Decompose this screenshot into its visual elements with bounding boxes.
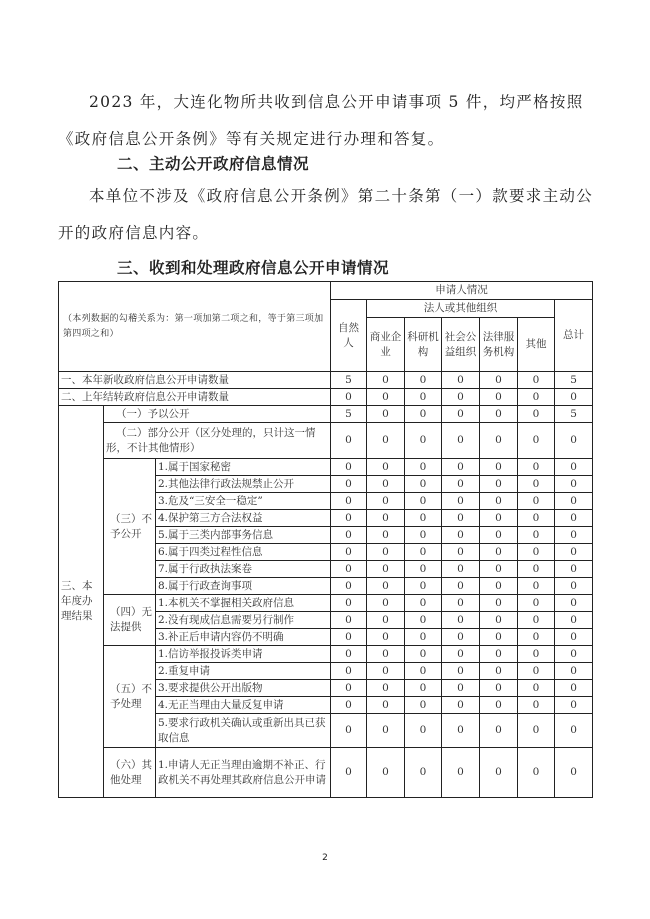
table-row (59, 459, 593, 476)
cell: 0 (555, 510, 593, 527)
cell: 0 (555, 697, 593, 714)
cell: 0 (518, 612, 555, 629)
cell: 0 (518, 493, 555, 510)
item-label: 2.其他法律行政法规禁止公开 (156, 476, 331, 493)
item-label: 4.保护第三方合法权益 (156, 510, 331, 527)
table-note: （本列数据的勾稽关系为：第一项加第二项之和，等于第三项加第四项之和） (59, 282, 331, 372)
group-label: （六）其他处理 (104, 748, 156, 798)
cell: 0 (367, 697, 405, 714)
cell: 0 (480, 561, 518, 578)
cell: 0 (367, 646, 405, 663)
header-natural-person: 自然人 (331, 300, 367, 372)
cell: 0 (367, 595, 405, 612)
info-disclosure-table (58, 281, 593, 798)
cell: 0 (518, 423, 555, 459)
cell: 0 (442, 663, 480, 680)
cell: 0 (480, 476, 518, 493)
cell: 0 (555, 714, 593, 748)
cell: 0 (442, 578, 480, 595)
header-commercial: 商业企业 (367, 318, 405, 372)
cell: 0 (480, 748, 518, 798)
cell: 0 (480, 423, 518, 459)
cell: 0 (555, 561, 593, 578)
header-research: 科研机构 (405, 318, 442, 372)
cell: 0 (480, 663, 518, 680)
section3-label: 三、本年度办理结果 (59, 406, 104, 798)
cell: 0 (331, 561, 367, 578)
cell: 0 (555, 612, 593, 629)
cell: 0 (555, 493, 593, 510)
header-total: 总计 (555, 300, 593, 372)
item-label: 3.要求提供公开出版物 (156, 680, 331, 697)
item-label: 2.重复申请 (156, 663, 331, 680)
cell: 0 (518, 389, 555, 406)
cell: 0 (405, 372, 442, 389)
cell: 0 (518, 406, 555, 423)
section2-paragraph: 本单位不涉及《政府信息公开条例》第二十条第（一）款要求主动公开的政府信息内容。 (58, 187, 594, 242)
cell: 0 (518, 697, 555, 714)
cell: 0 (367, 714, 405, 748)
cell: 0 (555, 646, 593, 663)
group-label: （五）不予处理 (104, 646, 156, 748)
header-legal-org: 法人或其他组织 (367, 300, 555, 318)
cell: 0 (555, 527, 593, 544)
item-label: 2.没有现成信息需要另行制作 (156, 612, 331, 629)
cell: 0 (367, 476, 405, 493)
header-social: 社会公益组织 (442, 318, 480, 372)
cell: 0 (442, 476, 480, 493)
cell: 0 (405, 578, 442, 595)
cell: 0 (480, 459, 518, 476)
cell: 0 (331, 748, 367, 798)
table-row (59, 406, 593, 423)
cell: 0 (331, 595, 367, 612)
cell: 0 (442, 629, 480, 646)
cell: 0 (442, 680, 480, 697)
cell: 0 (518, 544, 555, 561)
cell: 0 (331, 527, 367, 544)
cell: 0 (442, 423, 480, 459)
cell: 0 (405, 714, 442, 748)
cell: 0 (518, 510, 555, 527)
cell: 0 (480, 680, 518, 697)
cell: 5 (331, 372, 367, 389)
cell: 0 (442, 510, 480, 527)
cell: 0 (442, 697, 480, 714)
cell: 0 (367, 493, 405, 510)
cell: 0 (367, 578, 405, 595)
cell: 0 (518, 629, 555, 646)
cell: 0 (405, 646, 442, 663)
cell: 0 (518, 663, 555, 680)
cell: 0 (405, 748, 442, 798)
cell: 0 (405, 680, 442, 697)
table-row (59, 389, 593, 406)
cell: 0 (405, 612, 442, 629)
cell: 0 (331, 544, 367, 561)
cell: 0 (480, 544, 518, 561)
cell: 0 (331, 714, 367, 748)
cell: 0 (480, 595, 518, 612)
cell: 0 (405, 663, 442, 680)
cell: 0 (555, 629, 593, 646)
cell: 0 (367, 459, 405, 476)
cell: 0 (480, 389, 518, 406)
cell: 0 (405, 389, 442, 406)
cell: 0 (367, 372, 405, 389)
table-row (59, 748, 593, 798)
cell: 0 (555, 544, 593, 561)
cell: 0 (405, 476, 442, 493)
cell: 0 (405, 697, 442, 714)
cell: 0 (367, 612, 405, 629)
cell: 0 (480, 406, 518, 423)
cell: 0 (331, 459, 367, 476)
cell: 0 (405, 544, 442, 561)
cell: 0 (442, 612, 480, 629)
item-label: 6.属于四类过程性信息 (156, 544, 331, 561)
cell: 0 (367, 406, 405, 423)
cell: 0 (555, 748, 593, 798)
cell: 0 (367, 561, 405, 578)
cell: 0 (518, 372, 555, 389)
cell: 5 (331, 406, 367, 423)
cell: 0 (331, 663, 367, 680)
cell: 0 (442, 595, 480, 612)
table-row (59, 646, 593, 663)
cell: 0 (442, 748, 480, 798)
cell: 0 (442, 406, 480, 423)
cell: 0 (555, 476, 593, 493)
cell: 0 (405, 406, 442, 423)
cell: 0 (480, 714, 518, 748)
cell: 0 (518, 476, 555, 493)
item-label: 1.本机关不掌握相关政府信息 (156, 595, 331, 612)
cell: 0 (518, 578, 555, 595)
item-label: 5.要求行政机关确认或重新出具已获取信息 (156, 714, 331, 748)
cell: 0 (480, 646, 518, 663)
cell: 0 (518, 459, 555, 476)
cell: 0 (405, 561, 442, 578)
item-label: 5.属于三类内部事务信息 (156, 527, 331, 544)
header-other: 其他 (518, 318, 555, 372)
cell: 0 (405, 527, 442, 544)
item-label: 1.属于国家秘密 (156, 459, 331, 476)
header-applicant: 申请人情况 (331, 282, 593, 300)
cell: 5 (555, 372, 593, 389)
page-number: 2 (322, 853, 328, 863)
cell: 0 (367, 663, 405, 680)
cell: 0 (367, 423, 405, 459)
cell: 5 (555, 406, 593, 423)
cell: 0 (405, 510, 442, 527)
cell: 0 (442, 372, 480, 389)
cell: 0 (480, 629, 518, 646)
cell: 0 (331, 680, 367, 697)
cell: 0 (405, 493, 442, 510)
cell: 0 (405, 459, 442, 476)
cell: 0 (367, 389, 405, 406)
cell: 0 (480, 493, 518, 510)
cell: 0 (331, 646, 367, 663)
cell: 0 (480, 578, 518, 595)
cell: 0 (442, 493, 480, 510)
cell: 0 (405, 629, 442, 646)
cell: 0 (331, 423, 367, 459)
cell: 0 (367, 544, 405, 561)
cell: 0 (331, 510, 367, 527)
cell: 0 (480, 527, 518, 544)
row-label: （二）部分公开（区分处理的，只计这一情形，不计其他情形） (104, 423, 331, 459)
cell: 0 (480, 510, 518, 527)
cell: 0 (555, 680, 593, 697)
intro-paragraph: 2023 年，大连化物所共收到信息公开申请事项 5 件，均严格按照《政府信息公开条例》等有关规定进行办理和答复。 (58, 93, 584, 148)
cell: 0 (331, 697, 367, 714)
cell: 0 (367, 527, 405, 544)
cell: 0 (555, 578, 593, 595)
cell: 0 (331, 389, 367, 406)
cell: 0 (367, 510, 405, 527)
cell: 0 (367, 680, 405, 697)
item-label: 3.补正后申请内容仍不明确 (156, 629, 331, 646)
group-label: （三）不予公开 (104, 459, 156, 595)
cell: 0 (518, 714, 555, 748)
cell: 0 (367, 629, 405, 646)
item-label: 1.信访举报投诉类申请 (156, 646, 331, 663)
cell: 0 (480, 697, 518, 714)
cell: 0 (442, 646, 480, 663)
cell: 0 (442, 544, 480, 561)
cell: 0 (555, 595, 593, 612)
section2-heading: 二、主动公开政府信息情况 (117, 155, 310, 173)
cell: 0 (331, 612, 367, 629)
item-label: 8.属于行政查询事项 (156, 578, 331, 595)
cell: 0 (367, 748, 405, 798)
cell: 0 (555, 459, 593, 476)
cell: 0 (555, 663, 593, 680)
cell: 0 (518, 646, 555, 663)
section3-heading: 三、收到和处理政府信息公开申请情况 (117, 259, 390, 277)
row-label: （一）予以公开 (104, 406, 331, 423)
cell: 0 (480, 372, 518, 389)
cell: 0 (331, 578, 367, 595)
cell: 0 (518, 561, 555, 578)
cell: 0 (442, 389, 480, 406)
cell: 0 (518, 527, 555, 544)
item-label: 3.危及“三安全一稳定” (156, 493, 331, 510)
cell: 0 (405, 423, 442, 459)
table-row (59, 372, 593, 389)
header-legal-service: 法律服务机构 (480, 318, 518, 372)
cell: 0 (442, 459, 480, 476)
table-row (59, 423, 593, 459)
cell: 0 (442, 561, 480, 578)
cell: 0 (518, 748, 555, 798)
item-label: 7.属于行政执法案卷 (156, 561, 331, 578)
cell: 0 (480, 612, 518, 629)
row-label: 一、本年新收政府信息公开申请数量 (59, 372, 331, 389)
row-label: 二、上年结转政府信息公开申请数量 (59, 389, 331, 406)
table-row (59, 595, 593, 612)
cell: 0 (555, 389, 593, 406)
item-label: 1.申请人无正当理由逾期不补正、行政机关不再处理其政府信息公开申请 (156, 748, 331, 798)
cell: 0 (405, 595, 442, 612)
group-label: （四）无法提供 (104, 595, 156, 646)
cell: 0 (331, 493, 367, 510)
cell: 0 (331, 629, 367, 646)
cell: 0 (442, 527, 480, 544)
cell: 0 (518, 680, 555, 697)
item-label: 4.无正当理由大量反复申请 (156, 697, 331, 714)
cell: 0 (555, 423, 593, 459)
cell: 0 (518, 595, 555, 612)
cell: 0 (331, 476, 367, 493)
cell: 0 (442, 714, 480, 748)
